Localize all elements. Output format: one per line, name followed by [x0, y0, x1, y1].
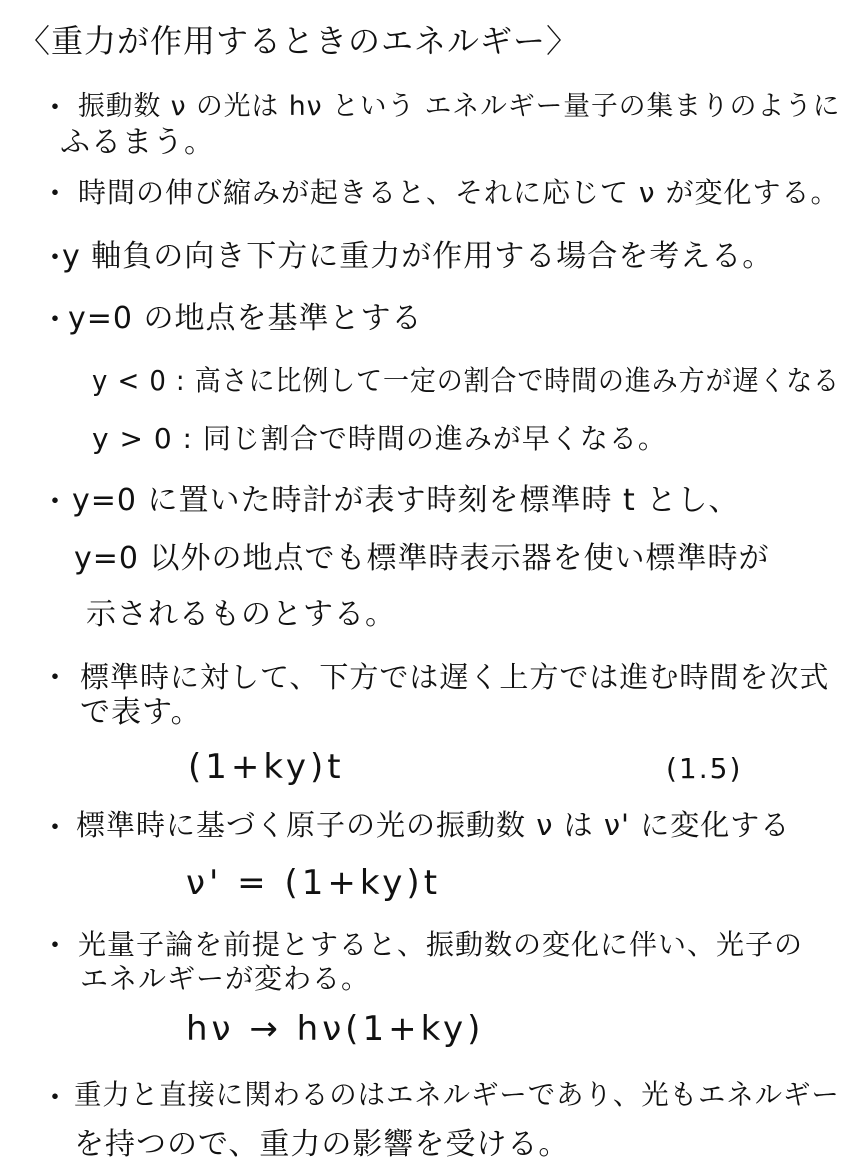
bullet-1-line-1: 振動数 ν の光は hν という エネルギー量子の集まりのように: [78, 91, 841, 122]
page-title: 〈重力が作用するときのエネルギー〉: [18, 22, 580, 60]
bullet-3-line-1: y 軸負の向き下方に重力が作用する場合を考える。: [62, 239, 774, 274]
bullet-marker: ・: [40, 241, 70, 276]
bullet-marker: ・: [40, 1081, 70, 1116]
equation-time-dilation: (1+ky)t: [188, 747, 345, 787]
bullet-5-line-1: y=0 に置いた時計が表す時刻を標準時 t とし、: [72, 483, 740, 518]
equation-energy-shift: hν → hν(1+ky): [186, 1009, 485, 1049]
bullet-marker: ・: [40, 485, 70, 520]
bullet-6-line-2: で表す。: [80, 695, 202, 730]
bullet-6-line-1: 標準時に対して、下方では遅く上方では進む時間を次式: [80, 660, 830, 694]
bullet-4-line-3: y > 0 : 同じ割合で時間の進みが早くなる。: [92, 422, 667, 455]
equation-number: (1.5): [666, 752, 743, 785]
bullet-9-line-2: を持つので、重力の影響を受ける。: [74, 1127, 570, 1162]
bullet-4-line-2: y < 0 : 高さに比例して一定の割合で時間の進み方が遅くなる: [92, 364, 840, 397]
bullet-marker: ・: [40, 929, 70, 964]
bullet-1-line-2: ふるまう。: [60, 125, 215, 160]
bullet-5-line-2: y=0 以外の地点でも標準時表示器を使い標準時が: [74, 541, 770, 576]
bullet-4-line-1: y=0 の地点を基準とする: [68, 301, 423, 336]
bullet-9-line-1: 重力と直接に関わるのはエネルギーであり、光もエネルギー: [74, 1078, 840, 1111]
equation-frequency-shift: ν' = (1+ky)t: [186, 863, 442, 903]
bullet-7-line-1: 標準時に基づく原子の光の振動数 ν は ν' に変化する: [76, 808, 791, 842]
bullet-8-line-2: エネルギーが変わる。: [80, 962, 371, 995]
bullet-2-line-1: 時間の伸び縮みが起きると、それに応じて ν が変化する。: [78, 176, 840, 209]
bullet-marker: ・: [40, 303, 70, 338]
bullet-marker: ・: [40, 661, 70, 696]
bullet-5-line-3: 示されるものとする。: [86, 597, 396, 632]
bullet-marker: ・: [40, 91, 70, 126]
bullet-marker: ・: [40, 177, 70, 212]
bullet-8-line-1: 光量子論を前提とすると、振動数の変化に伴い、光子の: [78, 928, 804, 961]
bullet-marker: ・: [40, 811, 70, 846]
